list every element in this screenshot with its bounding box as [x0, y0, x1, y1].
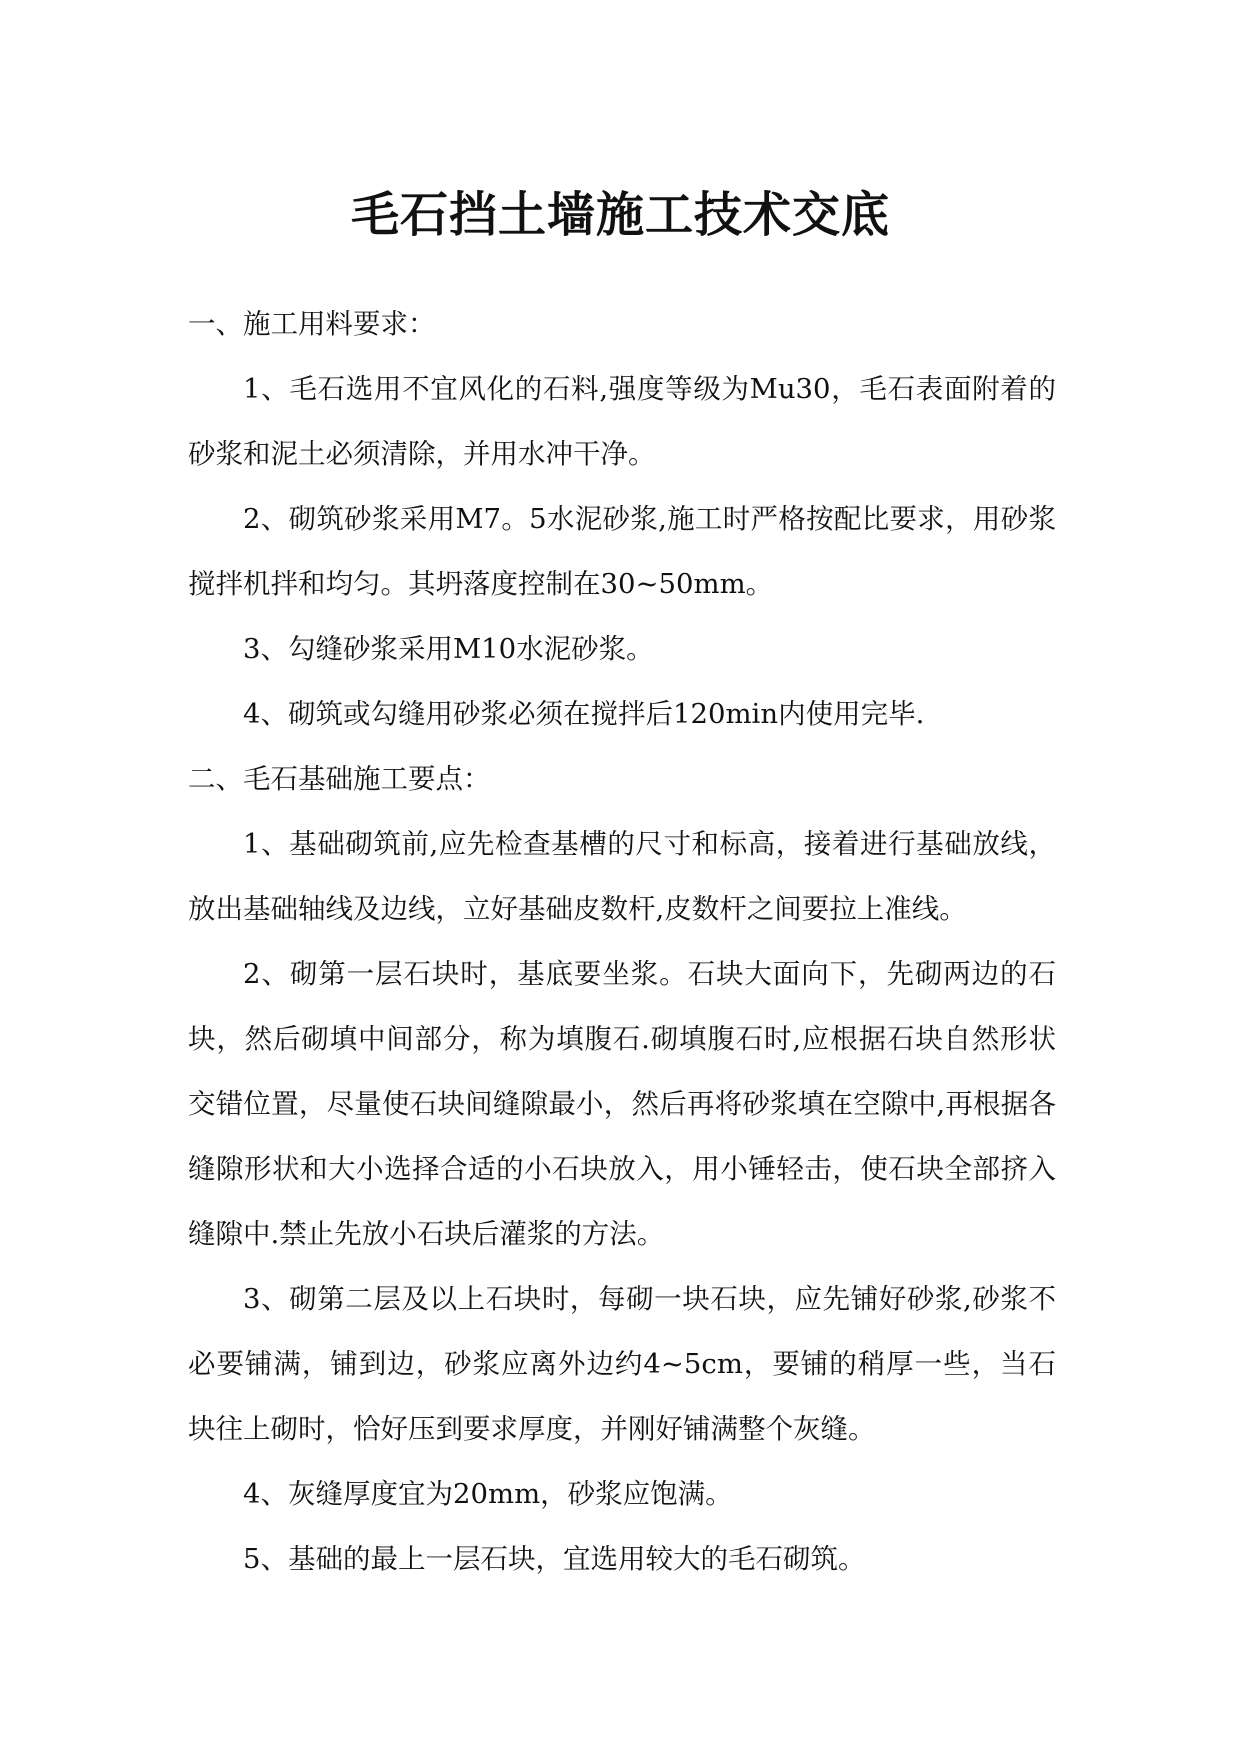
paragraph: 1、基础砌筑前,应先检查基槽的尺寸和标高，接着进行基础放线，放出基础轴线及边线，立好基础皮数杆,皮数杆之间要拉上准线。 [188, 828, 1056, 925]
document-body [188, 292, 1056, 1592]
paragraph: 3、砌第二层及以上石块时，每砌一块石块，应先铺好砂浆,砂浆不必要铺满，铺到边，砂浆应离外边约4~5cm，要铺的稍厚一些，当石块往上砌时，恰好压到要求厚度，并刚好铺满整个灰缝。 [188, 1283, 1056, 1445]
paragraph: 2、砌筑砂浆采用M7。5水泥砂浆,施工时严格按配比要求，用砂浆搅拌机拌和均匀。其坍落度控制在30~50mm。 [188, 503, 1056, 600]
document-title: 毛石挡土墙施工技术交底 [350, 187, 890, 243]
paragraph: 3、勾缝砂浆采用M10水泥砂浆。 [243, 633, 654, 665]
section-heading: 一、施工用料要求： [188, 308, 436, 340]
paragraph: 2、砌第一层石块时，基底要坐浆。石块大面向下，先砌两边的石块，然后砌填中间部分，称为填腹石.砌填腹石时,应根据石块自然形状交错位置，尽量使石块间缝隙最小，然后再将砂浆填在空隙中,再根据各缝隙形状和大小选择合适的小石块放入，用小锤轻击，使石块全部挤入缝隙中.禁止先放小石块后灌浆的方法。 [188, 958, 1056, 1250]
section-foundation [188, 747, 1056, 1592]
section-heading: 二、毛石基础施工要点： [188, 763, 491, 795]
paragraph: 4、砌筑或勾缝用砂浆必须在搅拌后120min内使用完毕. [243, 698, 925, 730]
paragraph: 4、灰缝厚度宜为20mm，砂浆应饱满。 [243, 1478, 733, 1510]
section-materials [188, 292, 1056, 747]
paragraph: 5、基础的最上一层石块，宜选用较大的毛石砌筑。 [243, 1543, 866, 1575]
paragraph: 1、毛石选用不宜风化的石料,强度等级为Mu30，毛石表面附着的砂浆和泥土必须清除，并用水冲干净。 [188, 373, 1056, 470]
